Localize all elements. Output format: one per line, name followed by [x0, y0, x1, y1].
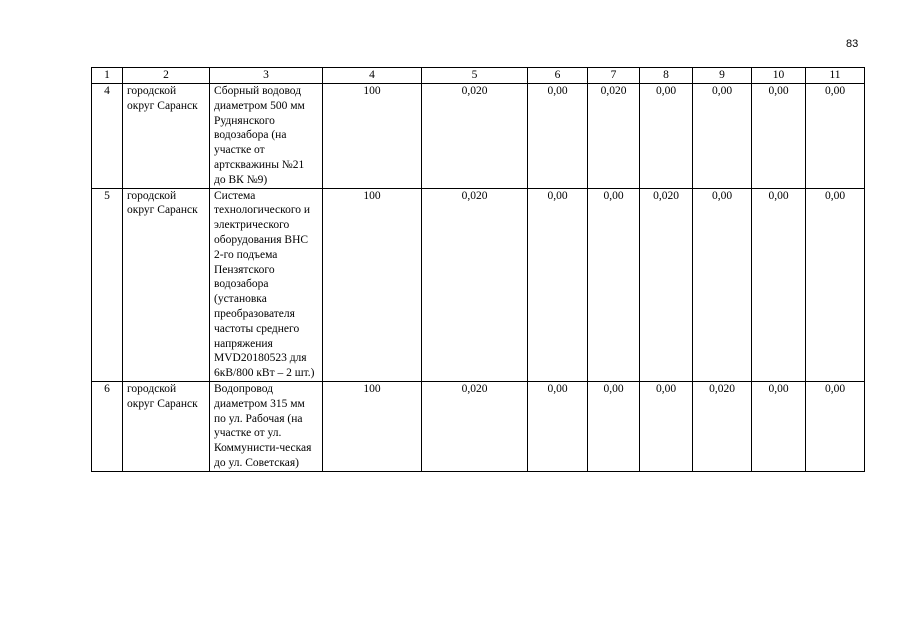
value-cell: 0,00	[528, 84, 588, 189]
value-cell: 100	[323, 84, 422, 189]
value-cell: 100	[323, 188, 422, 381]
value-cell: 0,00	[640, 381, 693, 471]
column-header: 1	[92, 68, 123, 84]
value-cell: 0,020	[640, 188, 693, 381]
data-table	[91, 67, 865, 472]
object-name-cell: Водопровод диаметром 315 мм по ул. Рабочая (на участке от ул. Коммунисти-ческая до ул. Советская)	[210, 381, 323, 471]
table-row	[92, 84, 865, 189]
value-cell: 0,00	[693, 84, 752, 189]
value-cell: 0,00	[528, 188, 588, 381]
column-header: 11	[806, 68, 865, 84]
row-number: 4	[92, 84, 123, 189]
value-cell: 0,00	[752, 381, 806, 471]
value-cell: 0,00	[588, 188, 640, 381]
value-cell: 0,00	[640, 84, 693, 189]
value-cell: 0,00	[752, 188, 806, 381]
municipality-cell: городской округ Саранск	[123, 188, 210, 381]
column-header: 8	[640, 68, 693, 84]
column-header: 2	[123, 68, 210, 84]
column-header: 4	[323, 68, 422, 84]
value-cell: 0,00	[693, 188, 752, 381]
value-cell: 0,00	[806, 84, 865, 189]
value-cell: 0,020	[422, 188, 528, 381]
value-cell: 0,00	[752, 84, 806, 189]
value-cell: 0,020	[422, 84, 528, 189]
value-cell: 0,00	[528, 381, 588, 471]
table-row	[92, 381, 865, 471]
table-row	[92, 188, 865, 381]
municipality-cell: городской округ Саранск	[123, 84, 210, 189]
column-header: 3	[210, 68, 323, 84]
object-name-cell: Сборный водовод диаметром 500 мм Руднянского водозабора (на участке от артскважины №21 до ВК №9)	[210, 84, 323, 189]
value-cell: 0,00	[806, 381, 865, 471]
column-header: 5	[422, 68, 528, 84]
column-header: 7	[588, 68, 640, 84]
column-header: 6	[528, 68, 588, 84]
value-cell: 0,020	[422, 381, 528, 471]
municipality-cell: городской округ Саранск	[123, 381, 210, 471]
value-cell: 0,00	[588, 381, 640, 471]
column-header: 9	[693, 68, 752, 84]
row-number: 6	[92, 381, 123, 471]
value-cell: 0,020	[588, 84, 640, 189]
row-number: 5	[92, 188, 123, 381]
column-header: 10	[752, 68, 806, 84]
value-cell: 100	[323, 381, 422, 471]
value-cell: 0,00	[806, 188, 865, 381]
value-cell: 0,020	[693, 381, 752, 471]
page-number: 83	[846, 38, 859, 50]
header-row	[92, 68, 865, 84]
object-name-cell: Система технологического и электрического оборудования ВНС 2-го подъема Пензятского водозабора (установка преобразователя частоты среднего напряжения MVD20180523 для 6кВ/800 кВт – 2 шт.)	[210, 188, 323, 381]
